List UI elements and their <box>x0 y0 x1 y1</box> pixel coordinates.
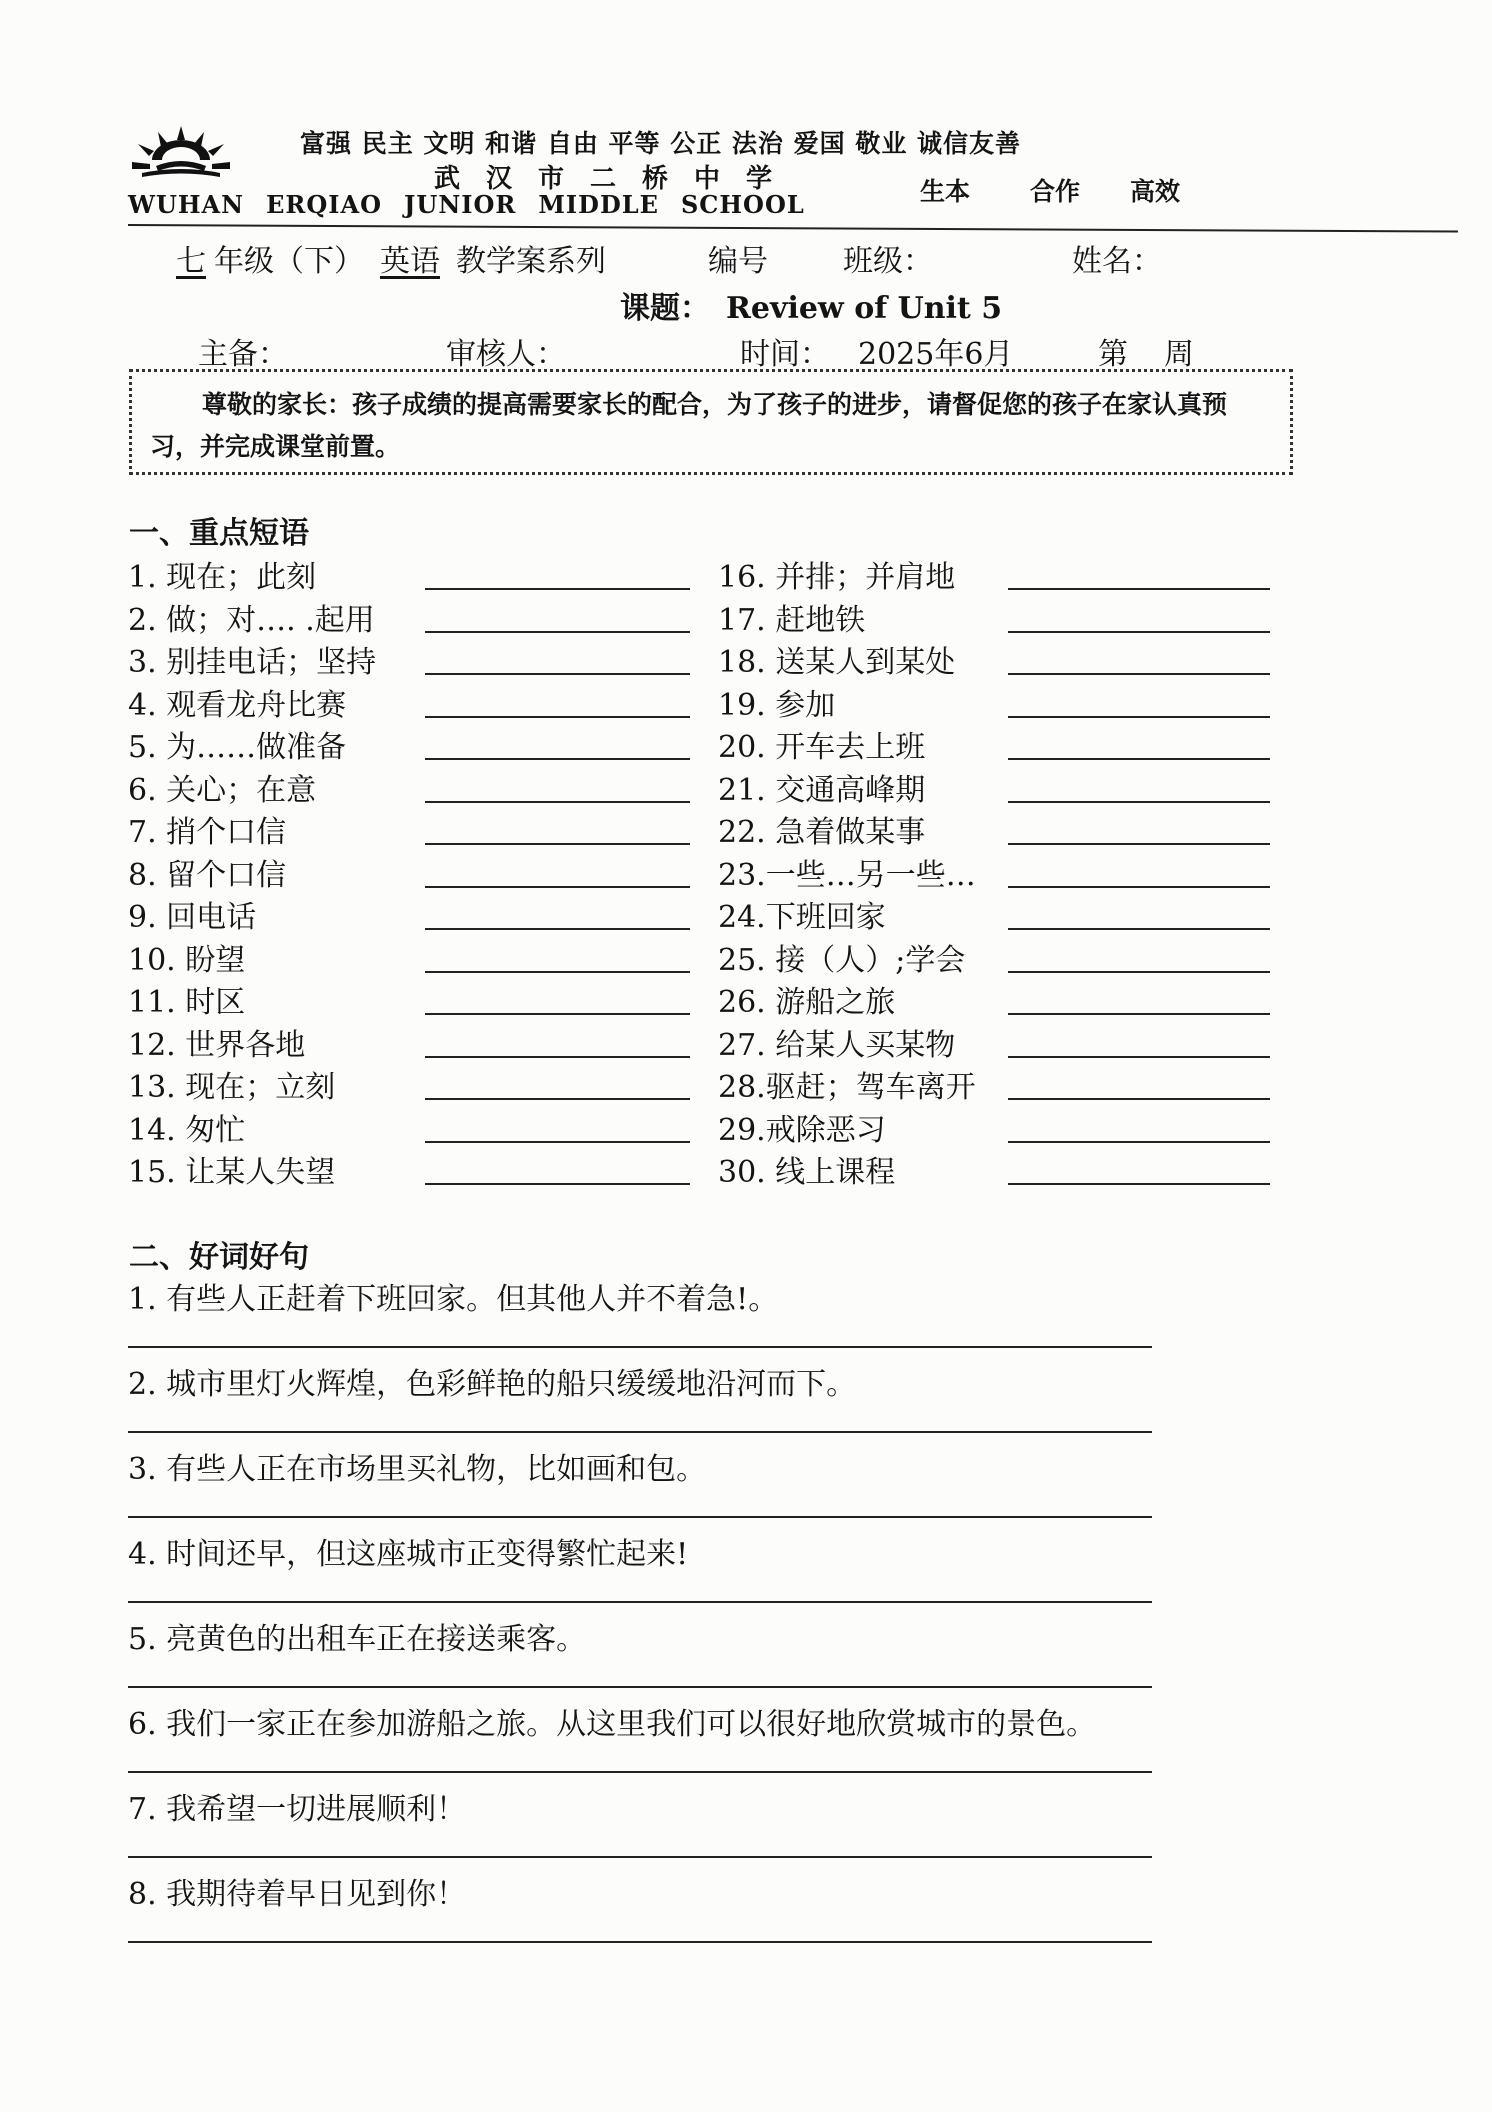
sentence-item: 1. 有些人正赶着下班回家。但其他人并不着急!。 <box>128 1282 779 1317</box>
answer-blank-line[interactable] <box>425 971 690 973</box>
phrase-item: 30. 线上课程 <box>718 1155 896 1190</box>
subject-value: 英语 <box>380 244 440 279</box>
phrase-item: 1. 现在；此刻 <box>128 560 317 595</box>
phrase-item: 8. 留个口信 <box>128 857 287 893</box>
phrase-item: 22. 急着做某事 <box>718 815 926 850</box>
answer-blank-line[interactable] <box>1008 1141 1270 1143</box>
phrase-item: 25. 接（人）;学会 <box>718 942 966 978</box>
phrase-item: 19. 参加 <box>718 687 836 723</box>
school-en-word: MIDDLE <box>538 190 659 219</box>
sentence-item: 4. 时间还早，但这座城市正变得繁忙起来! <box>128 1537 689 1572</box>
grade-value: 七 <box>176 244 206 279</box>
sentence-item: 8. 我期待着早日见到你！ <box>128 1877 467 1912</box>
phrase-item: 4. 观看龙舟比赛 <box>128 687 347 723</box>
answer-blank-line[interactable] <box>1008 758 1270 760</box>
motto-1: 生本 <box>920 177 971 206</box>
section1-title: 一、重点短语 <box>129 516 309 551</box>
school-logo-icon <box>128 122 234 182</box>
phrase-item: 17. 赶地铁 <box>718 602 866 638</box>
sentence-item: 7. 我希望一切进展顺利！ <box>128 1792 467 1827</box>
phrase-item: 11. 时区 <box>128 985 246 1020</box>
phrase-item: 5. 为……做准备 <box>128 730 347 765</box>
sentence-item: 3. 有些人正在市场里买礼物，比如画和包。 <box>128 1452 707 1487</box>
answer-blank-line[interactable] <box>1008 1183 1270 1185</box>
week-label-b: 周 <box>1164 337 1194 372</box>
series-label: 教学案系列 <box>456 244 606 279</box>
phrase-item: 14. 匆忙 <box>128 1112 246 1148</box>
translation-blank-line[interactable] <box>128 1346 1152 1348</box>
answer-blank-line[interactable] <box>425 1183 690 1185</box>
phrase-item: 28.驱赶；驾车离开 <box>718 1070 976 1105</box>
answer-blank-line[interactable] <box>1008 928 1270 930</box>
phrase-item: 2. 做；对…. .起用 <box>128 602 375 638</box>
answer-blank-line[interactable] <box>425 588 690 590</box>
answer-blank-line[interactable] <box>425 716 690 718</box>
answer-blank-line[interactable] <box>1008 716 1270 718</box>
phrase-item: 20. 开车去上班 <box>718 730 926 765</box>
answer-blank-line[interactable] <box>1008 588 1270 590</box>
answer-blank-line[interactable] <box>1008 673 1270 675</box>
class-label: 班级： <box>843 244 933 279</box>
answer-blank-line[interactable] <box>425 673 690 675</box>
school-name-cn: 武汉市二桥中学 <box>434 164 799 194</box>
answer-blank-line[interactable] <box>1008 886 1270 888</box>
grade-subject-line <box>160 236 606 280</box>
answer-blank-line[interactable] <box>1008 1056 1270 1058</box>
answer-blank-line[interactable] <box>1008 801 1270 803</box>
motto-3: 高效 <box>1130 177 1181 206</box>
answer-blank-line[interactable] <box>1008 843 1270 845</box>
header-rule <box>128 224 1458 232</box>
translation-blank-line[interactable] <box>128 1771 1152 1773</box>
phrase-item: 6. 关心；在意 <box>128 772 317 808</box>
author-label: 主备： <box>198 337 288 372</box>
reviewer-label: 审核人： <box>446 337 566 372</box>
phrase-item: 16. 并排；并肩地 <box>718 560 956 595</box>
answer-blank-line[interactable] <box>425 928 690 930</box>
school-en-word: JUNIOR <box>404 190 517 219</box>
answer-blank-line[interactable] <box>425 631 690 633</box>
name-label: 姓名： <box>1072 244 1162 279</box>
answer-blank-line[interactable] <box>1008 631 1270 633</box>
phrase-item: 10. 盼望 <box>128 942 246 978</box>
translation-blank-line[interactable] <box>128 1601 1152 1603</box>
phrase-item: 9. 回电话 <box>128 900 257 935</box>
phrase-item: 15. 让某人失望 <box>128 1155 336 1190</box>
answer-blank-line[interactable] <box>425 1098 690 1100</box>
answer-blank-line[interactable] <box>1008 1013 1270 1015</box>
answer-blank-line[interactable] <box>425 1056 690 1058</box>
phrase-item: 26. 游船之旅 <box>718 985 896 1020</box>
answer-blank-line[interactable] <box>1008 1098 1270 1100</box>
phrase-item: 12. 世界各地 <box>128 1027 306 1063</box>
school-name-en <box>128 190 827 219</box>
translation-blank-line[interactable] <box>128 1686 1152 1688</box>
motto-2: 合作 <box>1030 177 1081 206</box>
topic-label: 课题： <box>620 291 710 326</box>
parent-notice-text: 尊敬的家长：孩子成绩的提高需要家长的配合，为了孩子的进步，请督促您的孩子在家认真预习，并完成课堂前置。 <box>150 390 1228 461</box>
sentence-item: 5. 亮黄色的出租车正在接送乘客。 <box>128 1622 587 1657</box>
phrase-item: 29.戒除恶习 <box>718 1112 886 1148</box>
school-en-word: SCHOOL <box>680 190 805 219</box>
parent-notice-box <box>129 369 1293 475</box>
answer-blank-line[interactable] <box>425 801 690 803</box>
school-en-word: ERQIAO <box>266 190 383 219</box>
phrase-item: 3. 别挂电话；坚持 <box>128 645 377 680</box>
core-values-text: 富强 民主 文明 和谐 自由 平等 公正 法治 爱国 敬业 诚信友善 <box>300 129 1022 158</box>
phrase-item: 13. 现在；立刻 <box>128 1070 336 1105</box>
phrase-item: 24.下班回家 <box>718 900 886 935</box>
time-label: 时间： <box>740 337 830 372</box>
translation-blank-line[interactable] <box>128 1941 1152 1943</box>
translation-blank-line[interactable] <box>128 1516 1152 1518</box>
grade-suffix: 年级（下） <box>214 244 364 279</box>
phrase-item: 21. 交通高峰期 <box>718 772 926 808</box>
answer-blank-line[interactable] <box>425 843 690 845</box>
phrase-item: 18. 送某人到某处 <box>718 645 956 680</box>
week-label-a: 第 <box>1098 337 1128 372</box>
sentence-item: 2. 城市里灯火辉煌，色彩鲜艳的船只缓缓地沿河而下。 <box>128 1367 857 1402</box>
phrase-item: 23.一些…另一些… <box>718 857 976 893</box>
answer-blank-line[interactable] <box>425 758 690 760</box>
number-label: 编号 <box>708 244 768 279</box>
sentence-item: 6. 我们一家正在参加游船之旅。从这里我们可以很好地欣赏城市的景色。 <box>128 1707 1097 1742</box>
section2-title: 二、好词好句 <box>129 1240 309 1275</box>
time-value: 2025年6月 <box>858 337 1014 372</box>
translation-blank-line[interactable] <box>128 1431 1152 1433</box>
topic-line <box>620 283 1002 327</box>
translation-blank-line[interactable] <box>128 1856 1152 1858</box>
phrase-item: 7. 捎个口信 <box>128 815 287 850</box>
answer-blank-line[interactable] <box>425 886 690 888</box>
school-en-word: WUHAN <box>128 190 245 219</box>
answer-blank-line[interactable] <box>1008 971 1270 973</box>
topic-value: Review of Unit 5 <box>726 291 1003 326</box>
phrase-item: 27. 给某人买某物 <box>718 1027 956 1063</box>
answer-blank-line[interactable] <box>425 1141 690 1143</box>
answer-blank-line[interactable] <box>425 1013 690 1015</box>
